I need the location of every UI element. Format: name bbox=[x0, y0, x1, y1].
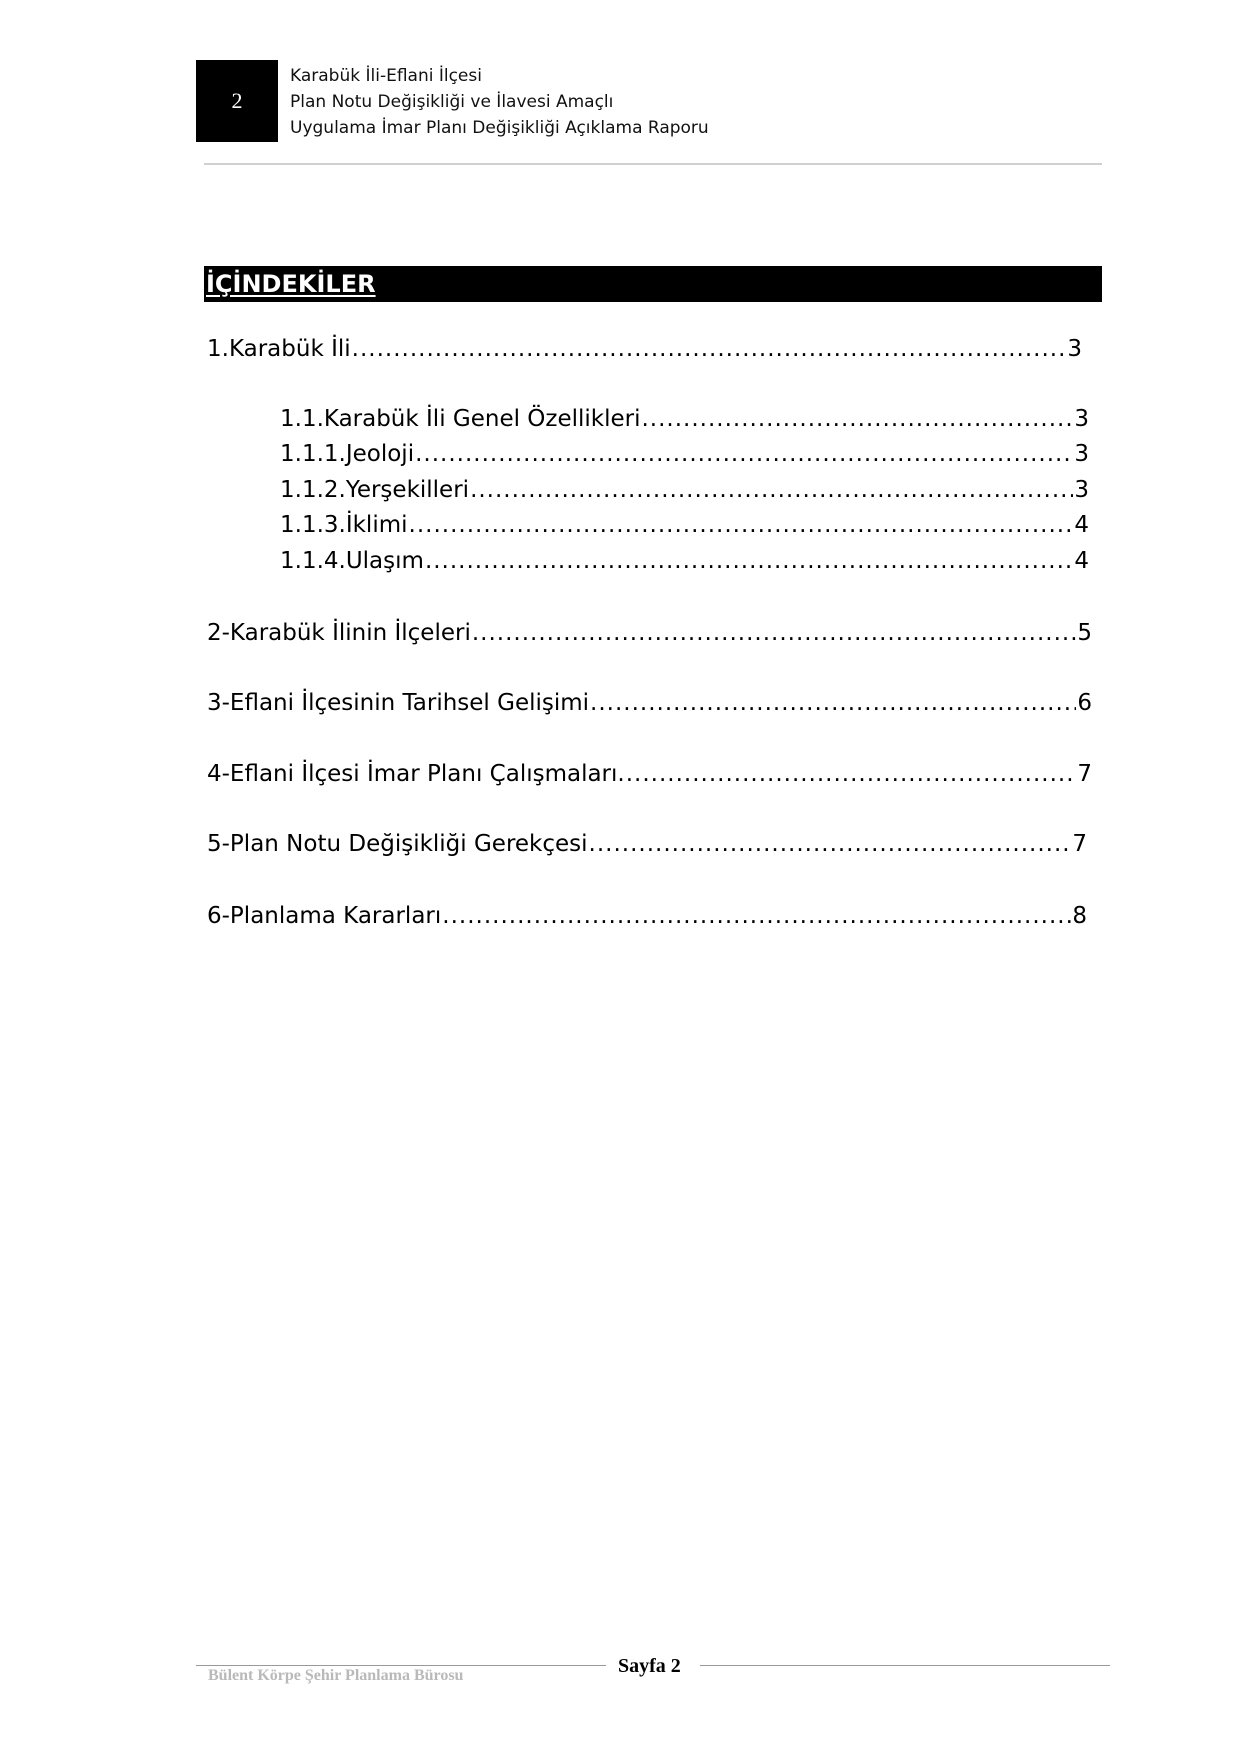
toc-heading bbox=[204, 266, 1102, 302]
toc-entry-page: 4 bbox=[1074, 548, 1089, 574]
toc-entry-label: 5-Plan Notu Değişikliği Gerekçesi bbox=[207, 831, 588, 857]
toc-leader-dots bbox=[415, 441, 1073, 467]
toc-leader-dots bbox=[626, 761, 1077, 787]
toc-leader-dots bbox=[409, 512, 1074, 538]
toc-entry[interactable] bbox=[207, 620, 1092, 646]
document-header bbox=[290, 63, 709, 141]
toc-leader-dots bbox=[442, 903, 1071, 929]
toc-entry-label: 3-Eflani İlçesinin Tarihsel Gelişimi bbox=[207, 690, 590, 716]
toc-entry-page: 3 bbox=[1074, 477, 1089, 503]
toc-entry-page: 3 bbox=[1067, 336, 1082, 362]
header-page-number: 2 bbox=[196, 60, 278, 142]
footer-page-label: Sayfa 2 bbox=[618, 1655, 681, 1677]
header-line-subject: Plan Notu Değişikliği ve İlavesi Amaçlı bbox=[290, 92, 614, 112]
toc-leader-dots bbox=[590, 690, 1076, 716]
header-line-location: Karabük İli-Eflani İlçesi bbox=[290, 66, 482, 86]
toc-leader-dots bbox=[470, 477, 1073, 503]
toc-entry-page: 7 bbox=[1077, 761, 1092, 787]
toc-entry-label: 1.1.2.Yerşekilleri bbox=[280, 477, 470, 503]
footer-rule-left bbox=[196, 1665, 606, 1666]
toc-entry-label: 6-Planlama Kararları bbox=[207, 903, 442, 929]
toc-entry[interactable] bbox=[280, 441, 1089, 467]
toc-entry-page: 4 bbox=[1074, 512, 1089, 538]
toc-entry[interactable] bbox=[207, 831, 1087, 857]
toc-entry[interactable] bbox=[207, 761, 1092, 787]
toc-leader-dots bbox=[352, 336, 1067, 362]
toc-entry-page: 3 bbox=[1074, 406, 1089, 432]
toc-entry-page: 8 bbox=[1072, 903, 1087, 929]
toc-entry-page: 6 bbox=[1077, 690, 1092, 716]
toc-entry-label: 1.1.1.Jeoloji bbox=[280, 441, 415, 467]
toc-entry-label: 1.Karabük İli bbox=[207, 336, 351, 362]
header-line-report-title: Uygulama İmar Planı Değişikliği Açıklama Raporu bbox=[290, 118, 709, 138]
header-divider bbox=[204, 163, 1102, 165]
toc-leader-dots bbox=[589, 831, 1072, 857]
toc-entry[interactable] bbox=[207, 903, 1087, 929]
toc-leader-dots bbox=[425, 548, 1073, 574]
footer-firm-name: Bülent Körpe Şehir Planlama Bürosu bbox=[208, 1667, 464, 1684]
toc-entry[interactable] bbox=[280, 406, 1089, 432]
toc-entry[interactable] bbox=[207, 336, 1082, 362]
toc-entry-page: 5 bbox=[1077, 620, 1092, 646]
toc-entry-label: 4-Eflani İlçesi İmar Planı Çalışmaları. bbox=[207, 761, 625, 787]
toc-entry[interactable] bbox=[280, 548, 1089, 574]
toc-entry[interactable] bbox=[280, 477, 1089, 503]
toc-entry[interactable] bbox=[207, 690, 1092, 716]
toc-entry[interactable] bbox=[280, 512, 1089, 538]
toc-entry-label: 1.1.3.İklimi bbox=[280, 512, 408, 538]
toc-leader-dots bbox=[472, 620, 1077, 646]
toc-heading-text: İÇİNDEKİLER bbox=[206, 270, 376, 298]
toc-leader-dots bbox=[642, 406, 1074, 432]
footer-rule-right bbox=[700, 1665, 1110, 1666]
toc-entry-label: 2-Karabük İlinin İlçeleri bbox=[207, 620, 471, 646]
toc-entry-label: 1.1.4.Ulaşım bbox=[280, 548, 424, 574]
toc-entry-label: 1.1.Karabük İli Genel Özellikleri bbox=[280, 406, 641, 432]
toc-entry-page: 7 bbox=[1072, 831, 1087, 857]
toc-entry-page: 3 bbox=[1074, 441, 1089, 467]
